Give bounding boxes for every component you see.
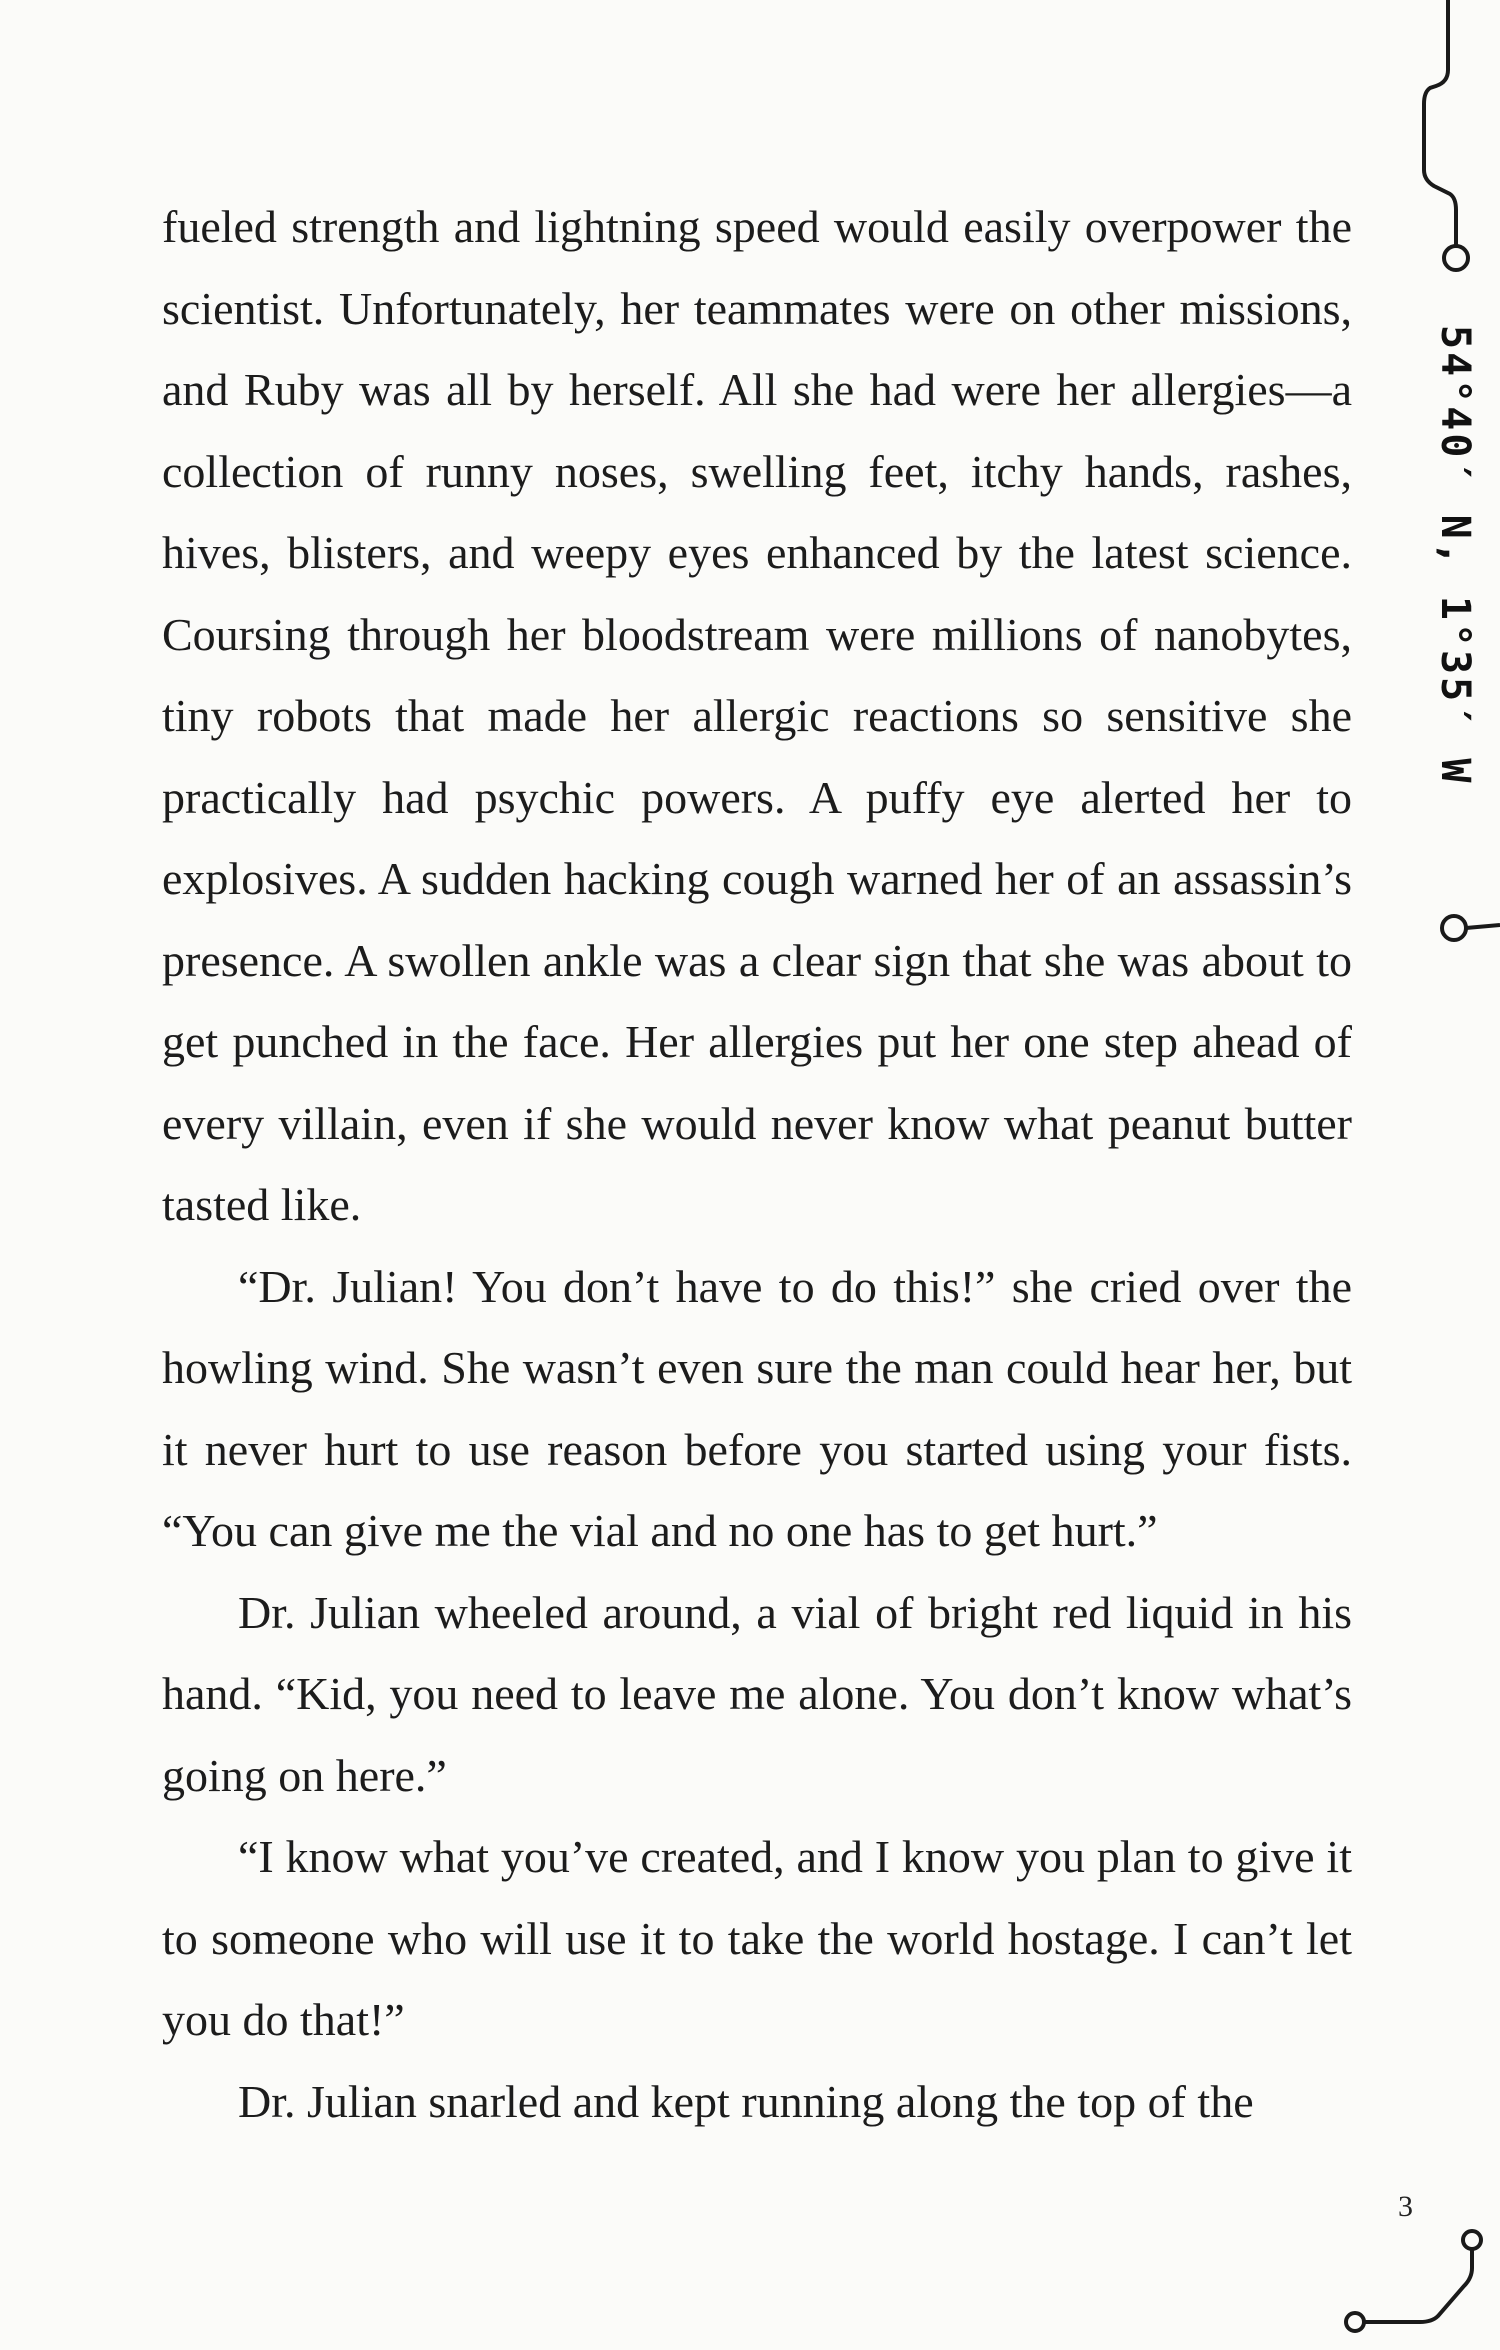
paragraph-5: Dr. Julian snarled and kept running along the top of the bbox=[238, 2075, 1254, 2127]
coordinates-label: 54°40′ N, 1°35′ W bbox=[1432, 325, 1478, 786]
paragraph-3: Dr. Julian wheeled around, a vial of bright red liquid in his hand. “Kid, you need to leave me alone. You don’t know what’s going on here.” bbox=[162, 1586, 1352, 1801]
paragraph-1: fueled strength and lightning speed would easily overpower the scientist. Unfortunately, her teammates were on other missions, and Ruby was all by herself. All she had were her allergies—a collection of runny noses, swelling feet, itchy hands, rashes, hives, blisters, and weepy eyes enhanced by the latest science. Coursing through her bloodstream were millions of nanobytes, tiny robots that made her allergic reactions so sensitive she practically had psychic powers. A puffy eye alerted her to explosives. A sudden hacking cough warned her of an assassin’s presence. A swollen ankle was a clear sign that she was about to get punched in the face. Her allergies put her one step ahead of every villain, even if she would never know what peanut butter tasted like. bbox=[162, 201, 1352, 1230]
paragraph-2: “Dr. Julian! You don’t have to do this!” she cried over the howling wind. She wasn’t even sure the man could hear her, but it never hurt to use reason before you started using your fists. “You can give me the vial and no one has to get hurt.” bbox=[162, 1260, 1352, 1556]
top-circuit-trace bbox=[1424, 0, 1468, 270]
middle-circuit-node bbox=[1442, 916, 1500, 940]
page-number: 3 bbox=[1398, 2190, 1413, 2223]
chapter-body-text bbox=[162, 186, 1352, 2142]
bottom-circuit-trace bbox=[1346, 2231, 1481, 2331]
paragraph-4: “I know what you’ve created, and I know you plan to give it to someone who will use it to take the world hostage. I can’t let you do that!” bbox=[162, 1831, 1352, 2045]
